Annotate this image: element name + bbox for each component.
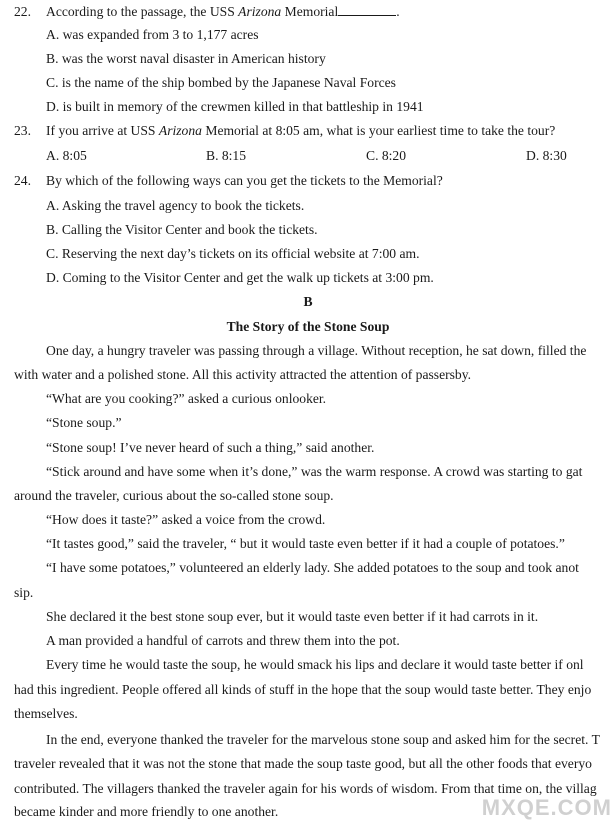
passage-line: around the traveler, curious about the so-called stone soup. <box>14 488 334 503</box>
passage-line: “Stick around and have some when it’s done,” was the warm response. A crowd was starting to gat <box>46 464 583 479</box>
passage-line: with water and a polished stone. All this activity attracted the attention of passersby. <box>14 367 472 382</box>
question-number: 23. <box>14 123 31 138</box>
passage-line: contributed. The villagers thanked the traveler again for his words of wisdom. From that time on, the villag <box>14 781 597 796</box>
question-stem: If you arrive at USS <box>46 123 159 138</box>
question-stem: By which of the following ways can you get the tickets to the Memorial? <box>46 173 443 188</box>
passage-line: “It tastes good,” said the traveler, “ but it would taste even better if it had a couple of potatoes.” <box>46 536 565 551</box>
option-24-a: A. Asking the travel agency to book the tickets. <box>46 198 305 213</box>
question-24 <box>14 174 443 188</box>
ship-name: Arizona <box>158 123 202 138</box>
question-number: 22. <box>14 4 31 19</box>
passage-line: themselves. <box>14 706 78 721</box>
passage-line: had this ingredient. People offered all kinds of stuff in the hope that the soup would taste better. They enjo <box>14 682 592 697</box>
question-stem: According to the passage, the USS <box>46 4 239 19</box>
passage-line: sip. <box>14 585 34 600</box>
question-23 <box>14 124 555 138</box>
passage-line: “What are you cooking?” asked a curious onlooker. <box>46 391 327 406</box>
passage-line: She declared it the best stone soup ever, but it would taste even better if it had carrots in it. <box>46 609 539 624</box>
passage-line: One day, a hungry traveler was passing through a village. Without reception, he sat down, filled the <box>46 343 587 358</box>
option-23-b: B. 8:15 <box>206 148 247 163</box>
option-22-c: C. is the name of the ship bombed by the Japanese Naval Forces <box>46 75 396 90</box>
question-number: 24. <box>14 173 31 188</box>
options-23-row <box>0 149 616 165</box>
site-watermark: MXQE.COM <box>481 795 612 820</box>
passage-line: A man provided a handful of carrots and threw them into the pot. <box>46 633 400 648</box>
question-stem-end: Memorial <box>281 4 339 19</box>
passage-title: The Story of the Stone Soup <box>226 319 390 334</box>
passage-line: “I have some potatoes,” volunteered an elderly lady. She added potatoes to the soup and took anot <box>46 560 579 575</box>
option-22-b: B. was the worst naval disaster in American history <box>46 51 326 66</box>
answer-blank <box>338 3 396 16</box>
option-23-a: A. 8:05 <box>46 148 87 163</box>
question-22 <box>14 3 400 19</box>
passage-line: Every time he would taste the soup, he would smack his lips and declare it would taste better if onl <box>46 657 584 672</box>
option-22-a: A. was expanded from 3 to 1,177 acres <box>46 27 259 42</box>
option-22-d: D. is built in memory of the crewmen killed in that battleship in 1941 <box>46 99 424 114</box>
passage-line: “Stone soup! I’ve never heard of such a thing,” said another. <box>46 440 375 455</box>
passage-line: “Stone soup.” <box>46 415 122 430</box>
question-stem-end: Memorial at 8:05 am, what is your earliest time to take the tour? <box>201 123 556 138</box>
passage-line: traveler revealed that it was not the stone that made the soup taste good, but all the other foods that everyo <box>14 756 592 771</box>
option-24-c: C. Reserving the next day’s tickets on its official website at 7:00 am. <box>46 246 420 261</box>
passage-line: “How does it taste?” asked a voice from the crowd. <box>46 512 326 527</box>
option-24-b: B. Calling the Visitor Center and book the tickets. <box>46 222 318 237</box>
ship-name: Arizona <box>238 4 282 19</box>
section-letter: B <box>303 294 313 309</box>
passage-line: became kinder and more friendly to one another. <box>14 804 279 819</box>
question-period: . <box>396 4 400 19</box>
option-23-d: D. 8:30 <box>526 148 567 163</box>
passage-line: In the end, everyone thanked the traveler for the marvelous stone soup and asked him for the secret. T <box>46 732 600 747</box>
option-23-c: C. 8:20 <box>366 148 407 163</box>
option-24-d: D. Coming to the Visitor Center and get the walk up tickets at 3:00 pm. <box>46 270 434 285</box>
